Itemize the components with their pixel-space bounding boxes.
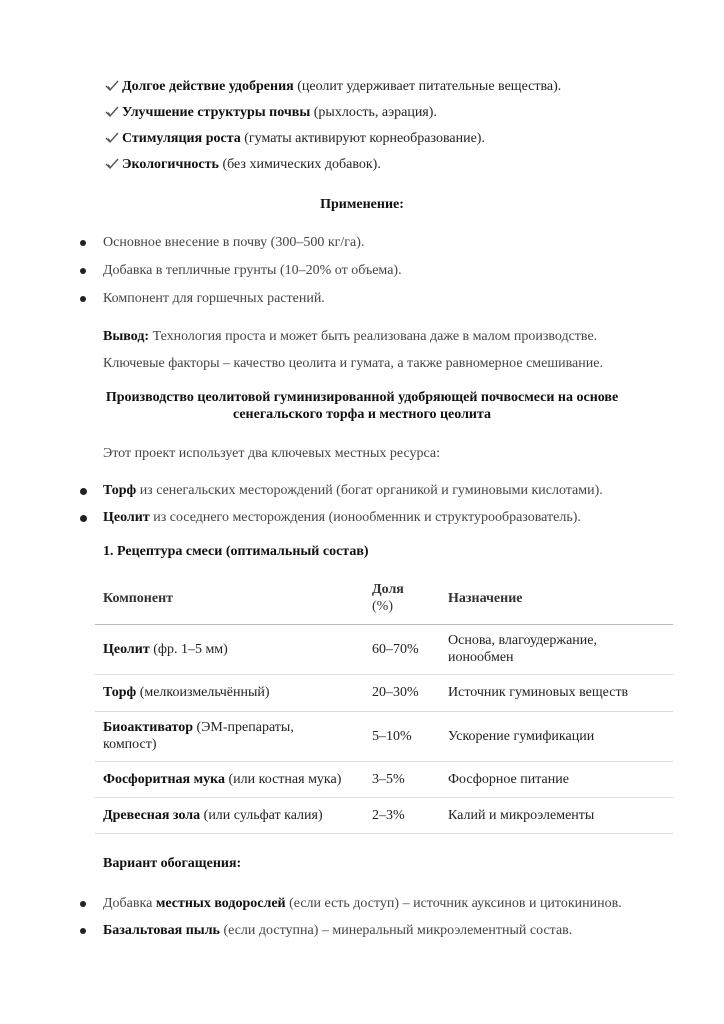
table-divider <box>95 711 673 712</box>
cell-component: Цеолит (фр. 1–5 мм) <box>103 642 228 657</box>
list-item: Добавка в тепличные грунты (10–20% от объема). <box>103 263 402 278</box>
list-item: Основное внесение в почву (300–500 кг/га). <box>103 235 365 250</box>
cell-purpose: Фосфорное питание <box>448 772 569 787</box>
table-divider <box>95 761 673 762</box>
cell-purpose: Ускорение гумификации <box>448 729 595 744</box>
cell-share: 20–30% <box>372 685 419 700</box>
enrichment-heading: Вариант обогащения: <box>103 856 242 871</box>
list-item: Компонент для горшечных растений. <box>103 291 325 306</box>
benefit-item: Долгое действие удобрения (цеолит удерживает питательные вещества). <box>122 79 562 94</box>
cell-component-line2: компост) <box>103 737 157 752</box>
cell-purpose-line2: ионообмен <box>448 650 514 665</box>
table-divider <box>95 797 673 798</box>
conclusion: Вывод: Технология проста и может быть реализована даже в малом производстве. <box>103 329 598 344</box>
bullet-icon <box>80 268 86 274</box>
section-title-line2: сенегальского торфа и местного цеолита <box>232 407 492 422</box>
table-divider <box>95 624 673 625</box>
table-divider <box>95 833 673 834</box>
bullet-icon <box>80 901 86 907</box>
list-item: Торф из сенегальских месторождений (богат органикой и гуминовыми кислотами). <box>103 483 603 498</box>
checkmark-icon <box>104 156 120 174</box>
intro-text: Этот проект использует два ключевых местных ресурса: <box>103 446 440 461</box>
column-header-share: Доля <box>372 582 404 597</box>
benefit-item: Экологичность (без химических добавок). <box>122 157 381 172</box>
benefit-item: Стимуляция роста (гуматы активируют корнеобразование). <box>122 131 485 146</box>
cell-purpose: Основа, влагоудержание, <box>448 633 597 648</box>
cell-purpose: Калий и микроэлементы <box>448 808 595 823</box>
conclusion-line2: Ключевые факторы – качество цеолита и гумата, а также равномерное смешивание. <box>103 356 603 371</box>
checkmark-icon <box>104 104 120 122</box>
section-title: Производство цеолитовой гуминизированной удобряющей почвосмеси на основе <box>105 390 619 405</box>
cell-component: Торф (мелкоизмельчённый) <box>103 685 270 700</box>
cell-share: 60–70% <box>372 642 419 657</box>
column-header-component: Компонент <box>103 591 174 606</box>
application-heading: Применение: <box>320 197 404 212</box>
cell-purpose: Источник гуминовых веществ <box>448 685 629 700</box>
bullet-icon <box>80 928 86 934</box>
bullet-icon <box>80 488 87 495</box>
list-item: Цеолит из соседнего месторождения (ионообменник и структурообразователь). <box>103 510 581 525</box>
cell-share: 5–10% <box>372 729 412 744</box>
bullet-icon <box>80 296 86 302</box>
bullet-icon <box>80 240 86 246</box>
table-divider <box>95 674 673 675</box>
cell-component: Биоактиватор (ЭМ-препараты, <box>103 720 294 735</box>
bullet-icon <box>80 515 87 522</box>
checkmark-icon <box>104 78 120 96</box>
cell-component: Фосфоритная мука (или костная мука) <box>103 772 342 787</box>
checkmark-icon <box>104 130 120 148</box>
cell-share: 2–3% <box>372 808 405 823</box>
list-item: Базальтовая пыль (если доступна) – минеральный микроэлементный состав. <box>103 923 573 938</box>
cell-share: 3–5% <box>372 772 405 787</box>
column-header-share-unit: (%) <box>372 599 393 614</box>
list-item: Добавка местных водорослей (если есть доступ) – источник ауксинов и цитокининов. <box>103 896 622 911</box>
cell-component: Древесная зола (или сульфат калия) <box>103 808 323 823</box>
recipe-heading: 1. Рецептура смеси (оптимальный состав) <box>103 544 369 559</box>
benefit-item: Улучшение структуры почвы (рыхлость, аэрация). <box>122 105 437 120</box>
column-header-purpose: Назначение <box>448 591 523 606</box>
